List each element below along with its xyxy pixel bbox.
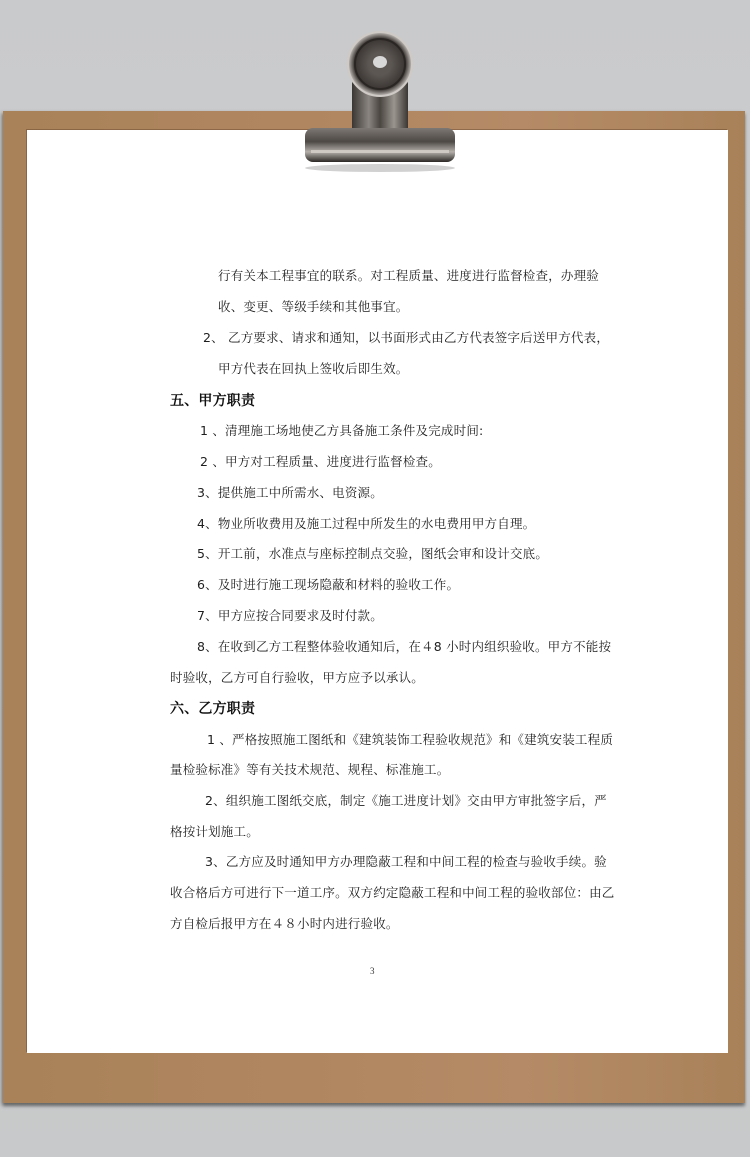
section-heading: 五、甲方职责 (170, 393, 256, 409)
list-item: 1 、清理施工场地使乙方具备施工条件及完成时间: (200, 423, 484, 438)
list-item: 2 、甲方对工程质量、进度进行监督检查。 (200, 454, 441, 469)
list-item: 2、组织施工图纸交底，制定《施工进度计划》交由甲方审批签字后，严 (205, 793, 607, 808)
section-heading: 六、乙方职责 (170, 701, 256, 717)
text-line: 甲方代表在回执上签收后即生效。 (218, 361, 409, 376)
text-line: 2、 乙方要求、请求和通知，以书面形式由乙方代表签字后送甲方代表， (203, 330, 610, 345)
list-item: 1 、严格按照施工图纸和《建筑装饰工程验收规范》和《建筑安装工程质 (207, 732, 614, 747)
list-item: 格按计划施工。 (170, 824, 259, 839)
list-item: 量检验标准》等有关技术规范、规程、标准施工。 (170, 762, 450, 777)
list-item: 3、乙方应及时通知甲方办理隐蔽工程和中间工程的检查与验收手续。验 (205, 854, 607, 869)
list-item: 方自检后报甲方在４８小时内进行验收。 (170, 916, 399, 931)
list-item: 5、开工前，水准点与座标控制点交验，图纸会审和设计交底。 (197, 546, 549, 561)
list-item: 收合格后方可进行下一道工序。双方约定隐蔽工程和中间工程的验收部位：由乙 (170, 885, 615, 900)
list-item: 时验收，乙方可自行验收，甲方应予以承认。 (170, 670, 425, 685)
binder-clip-icon (297, 22, 463, 172)
text-line: 收、变更、等级手续和其他事宜。 (218, 299, 409, 314)
list-item: 4、物业所收费用及施工过程中所发生的水电费用甲方自理。 (197, 516, 536, 531)
list-item: 7、甲方应按合同要求及时付款。 (197, 608, 383, 623)
document-page (27, 130, 728, 1053)
list-item: 6、及时进行施工现场隐蔽和材料的验收工作。 (197, 577, 460, 592)
list-item: 8、在收到乙方工程整体验收通知后，在４8 小时内组织验收。甲方不能按 (197, 639, 612, 654)
list-item: 3、提供施工中所需水、电资源。 (197, 485, 383, 500)
page-number: 3 (370, 966, 375, 976)
text-line: 行有关本工程事宜的联系。对工程质量、进度进行监督检查，办理验 (218, 268, 600, 283)
page-content (27, 130, 728, 1053)
